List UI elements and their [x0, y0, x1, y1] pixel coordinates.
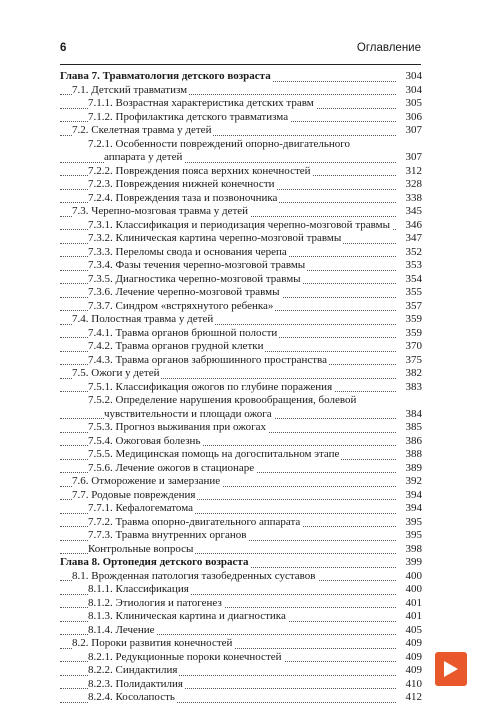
toc-entry-title: 8.2.2. Синдактилия: [88, 664, 178, 676]
header-rule: [60, 64, 421, 65]
toc-entry-title: 7.3.3. Переломы свода и основания черепа: [88, 245, 287, 258]
toc-entry-page: 383: [396, 381, 422, 395]
toc-entry-page: 355: [396, 286, 422, 300]
toc-entry: [60, 246, 422, 260]
toc-entry: [60, 637, 422, 651]
toc-entry: [60, 111, 422, 125]
toc-entry-title: Глава 7. Травматология детского возраста: [60, 70, 271, 82]
toc-entry: [60, 205, 422, 219]
toc-entry-title: 8.2.4. Косолапость: [88, 691, 175, 703]
toc-entry-page: 400: [396, 570, 422, 584]
toc-entry-title: 7.3. Черепно-мозговая травма у детей: [72, 205, 249, 217]
toc-entry-title: аппарата у детей: [104, 151, 183, 163]
toc-entry: [60, 286, 422, 300]
running-head: [60, 42, 421, 60]
toc-entry-page: 306: [396, 111, 422, 125]
toc-entry: [60, 435, 422, 449]
toc-entry: [60, 610, 422, 624]
toc-entry-page: 305: [396, 97, 422, 111]
toc-entry-page: 370: [396, 340, 422, 354]
toc-entry: [60, 448, 422, 462]
toc-entry: [60, 354, 422, 368]
toc-entry: [60, 97, 422, 111]
toc-entry-title: 7.2.3. Повреждения нижней конечности: [88, 178, 275, 190]
toc-entry: [60, 597, 422, 611]
toc-entry-page: 405: [396, 624, 422, 638]
toc-entry-title: 7.5.6. Лечение ожогов в стационаре: [88, 461, 255, 474]
toc-entry: [60, 691, 422, 705]
toc-entry-title: 7.5.3. Прогноз выживания при ожогах: [88, 421, 266, 433]
toc-entry-title: 8.1.2. Этиология и патогенез: [88, 596, 222, 609]
toc-entry-title: 7.2.2. Повреждения пояса верхних конечностей: [88, 164, 311, 177]
toc-entry: [60, 489, 422, 503]
toc-entry-title: 8.2.1. Редукционные пороки конечностей: [88, 650, 282, 663]
toc-entry: [60, 543, 422, 557]
toc-entry: [60, 394, 422, 408]
toc-entry-title: 8.1. Врожденная патология тазобедренных суставов: [72, 569, 316, 582]
toc-entry-page: 354: [396, 273, 422, 287]
toc-entry-title: 7.6. Отморожение и замерзание: [72, 475, 221, 487]
toc-entry-page: 312: [396, 165, 422, 179]
page-number: 6: [60, 42, 67, 54]
toc-entry-title: 8.1.1. Классификация: [88, 583, 189, 595]
toc-entry-title: 7.5.4. Ожоговая болезнь: [88, 434, 201, 447]
toc-entry-page: 395: [396, 529, 422, 543]
toc-entry-page: 395: [396, 516, 422, 530]
toc-entry-page: 410: [396, 678, 422, 692]
toc-entry-title: 7.2.1. Особенности повреждений опорно-двигательного: [88, 137, 351, 150]
toc-entry-page: 359: [396, 313, 422, 327]
toc-entry-page: 357: [396, 300, 422, 314]
toc-entry: [60, 300, 422, 314]
toc-entry-page: 352: [396, 246, 422, 260]
toc-entry: [60, 678, 422, 692]
toc-entry: [60, 462, 422, 476]
toc-entry-page: 399: [396, 556, 422, 570]
toc-entry-page: 384: [396, 408, 422, 422]
toc-entry: [60, 381, 422, 395]
toc-entry-title: 7.4. Полостная травма у детей: [72, 313, 214, 325]
toc-entry-title: чувствительности и площади ожога: [104, 407, 272, 420]
toc-entry-title: 7.5. Ожоги у детей: [72, 367, 160, 379]
toc-entry-title: 7.7. Родовые повреждения: [72, 488, 196, 501]
toc-entry: [60, 651, 422, 665]
toc-entry-page: 345: [396, 205, 422, 219]
toc-entry-page: 346: [396, 219, 422, 233]
toc-entry: [60, 502, 422, 516]
toc-entry-page: 304: [396, 84, 422, 98]
toc-entry-page: 409: [396, 637, 422, 651]
toc-entry-page: 400: [396, 583, 422, 597]
publisher-logo-icon: [435, 652, 467, 686]
toc-entry: [60, 219, 422, 233]
toc-entry-page: 394: [396, 502, 422, 516]
toc-entry: [60, 165, 422, 179]
toc-entry-title: 7.3.6. Лечение черепно-мозговой травмы: [88, 286, 280, 298]
toc-entry: [60, 313, 422, 327]
toc-entry: [60, 340, 422, 354]
toc-entry: [60, 151, 422, 165]
toc-entry-page: 338: [396, 192, 422, 206]
toc-entry-page: 394: [396, 489, 422, 503]
toc-entry-title: 7.3.1. Классификация и периодизация черепно-мозговой травмы: [88, 218, 391, 231]
toc-entry: [60, 408, 422, 422]
toc-entry: [60, 124, 422, 138]
toc-entry: [60, 84, 422, 98]
toc-entry-title: 7.1. Детский травматизм: [72, 83, 188, 96]
toc-entry-title: 7.4.3. Травма органов забрюшинного пространства: [88, 353, 327, 366]
toc-entry: [60, 138, 422, 152]
toc-entry-page: 359: [396, 327, 422, 341]
toc-entry-title: 7.7.3. Травма внутренних органов: [88, 529, 247, 541]
toc-entry: [60, 259, 422, 273]
toc-entry-title: 8.1.4. Лечение: [88, 623, 155, 636]
toc-entry-title: 7.4.1. Травма органов брюшной полости: [88, 326, 278, 339]
toc-entry: [60, 529, 422, 543]
toc-entry: [60, 570, 422, 584]
toc-entry-title: 7.1.2. Профилактика детского травматизма: [88, 110, 289, 123]
toc-entry: [60, 70, 422, 84]
toc-entry-page: 401: [396, 597, 422, 611]
toc-entry: [60, 516, 422, 530]
toc-entry-title: 8.2. Пороки развития конечностей: [72, 637, 233, 649]
table-of-contents: [60, 70, 422, 705]
toc-entry: [60, 475, 422, 489]
toc-entry: [60, 583, 422, 597]
toc-entry: [60, 178, 422, 192]
toc-entry-page: 328: [396, 178, 422, 192]
running-title: Оглавление: [356, 42, 421, 54]
toc-entry: [60, 192, 422, 206]
toc-entry-page: 409: [396, 651, 422, 665]
toc-entry-page: 389: [396, 462, 422, 476]
toc-entry-title: 7.4.2. Травма органов грудной клетки: [88, 340, 264, 352]
toc-entry-page: 353: [396, 259, 422, 273]
toc-entry: [60, 556, 422, 570]
toc-entry-title: 7.7.1. Кефалогематома: [88, 502, 193, 514]
toc-entry-title: 7.2. Скелетная травма у детей: [72, 124, 212, 136]
toc-entry-title: 7.1.1. Возрастная характеристика детских травм: [88, 97, 314, 109]
toc-entry: [60, 273, 422, 287]
toc-entry-page: 388: [396, 448, 422, 462]
toc-entry-page: 347: [396, 232, 422, 246]
toc-entry: [60, 664, 422, 678]
toc-entry-page: 386: [396, 435, 422, 449]
toc-entry-title: 7.3.5. Диагностика черепно-мозговой травмы: [88, 272, 301, 285]
toc-entry-title: Контрольные вопросы: [88, 542, 194, 555]
toc-entry-page: 401: [396, 610, 422, 624]
toc-entry-page: 307: [396, 124, 422, 138]
toc-entry-title: 7.2.4. Повреждения таза и позвоночника: [88, 191, 278, 204]
toc-entry: [60, 367, 422, 381]
toc-entry-title: 8.1.3. Клиническая картина и диагностика: [88, 610, 286, 622]
toc-entry: [60, 421, 422, 435]
toc-entry: [60, 624, 422, 638]
toc-entry-page: 382: [396, 367, 422, 381]
toc-entry-page: 392: [396, 475, 422, 489]
toc-entry: [60, 232, 422, 246]
toc-entry-page: 304: [396, 70, 422, 84]
toc-entry-page: 398: [396, 543, 422, 557]
toc-entry-title: 7.3.2. Клиническая картина черепно-мозговой травмы: [88, 232, 342, 244]
toc-entry-page: 307: [396, 151, 422, 165]
toc-entry-title: 8.2.3. Полидактилия: [88, 677, 183, 690]
toc-entry-page: 375: [396, 354, 422, 368]
toc-entry-page: 385: [396, 421, 422, 435]
toc-entry-title: 7.3.4. Фазы течения черепно-мозговой травмы: [88, 259, 306, 271]
toc-entry: [60, 327, 422, 341]
toc-entry-page: 409: [396, 664, 422, 678]
toc-entry-title: 7.3.7. Синдром «встряхнутого ребенка»: [88, 299, 274, 312]
toc-entry-title: 7.7.2. Травма опорно-двигательного аппарата: [88, 515, 301, 528]
toc-entry-title: Глава 8. Ортопедия детского возраста: [60, 556, 249, 568]
toc-entry-title: 7.5.2. Определение нарушения кровообращения, болевой: [88, 394, 357, 406]
toc-entry-page: 412: [396, 691, 422, 705]
logo-glyph-icon: [435, 652, 467, 686]
toc-entry-title: 7.5.1. Классификация ожогов по глубине поражения: [88, 380, 333, 393]
toc-entry-title: 7.5.5. Медицинская помощь на догоспитальном этапе: [88, 448, 340, 460]
